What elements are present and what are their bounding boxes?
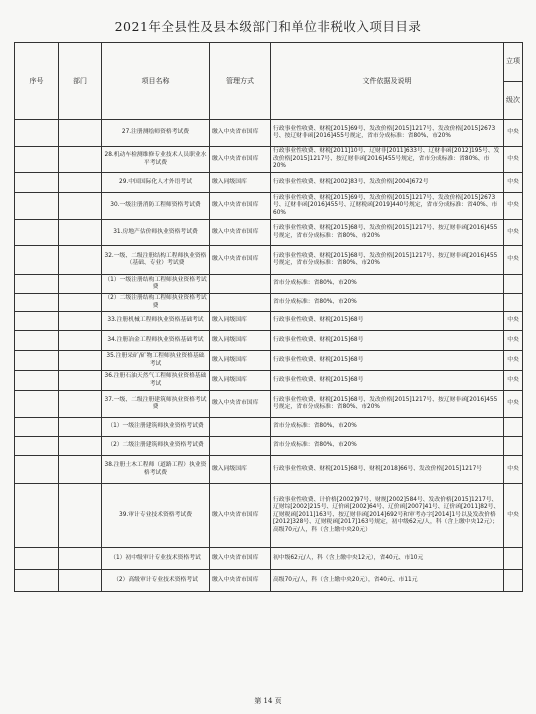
- level-cell: 中央: [504, 331, 523, 351]
- level-cell: 中央: [504, 193, 523, 220]
- mgmt-cell: 缴入中央省市国库: [210, 220, 271, 246]
- level-cell: 中央: [504, 351, 523, 371]
- basis-cell: 省市分成标准：省80%、市20%: [271, 418, 504, 437]
- level-cell: [504, 437, 523, 456]
- dept-cell: [59, 437, 102, 456]
- item-name-cell: 38.注册土木工程师（道路工程）执业资格考试费: [102, 456, 210, 484]
- table-row: [15, 193, 523, 220]
- mgmt-cell: 缴入中央省市国库: [210, 570, 271, 592]
- table-row: [15, 173, 523, 193]
- item-name-cell: 32.一级、二级注册结构工程师执业资格（基础、专业）考试费: [102, 246, 210, 275]
- item-name-cell: 34.注册冶金工程师执业资格基础考试: [102, 331, 210, 351]
- revenue-table: [14, 42, 523, 592]
- table-row: [15, 220, 523, 246]
- table-row: [15, 147, 523, 173]
- seq-cell: [15, 391, 59, 418]
- basis-cell: 行政事业性收费、财税[2015]68号: [271, 331, 504, 351]
- seq-cell: [15, 193, 59, 220]
- seq-cell: [15, 246, 59, 275]
- mgmt-cell: 缴入中央省市国库: [210, 246, 271, 275]
- table-row: [15, 548, 523, 570]
- seq-cell: [15, 418, 59, 437]
- table-row: [15, 120, 523, 147]
- seq-cell: [15, 312, 59, 331]
- mgmt-cell: 缴入同级国库: [210, 331, 271, 351]
- item-name-cell: （1）初中级审计专业技术资格考试: [102, 548, 210, 570]
- mgmt-cell: [210, 418, 271, 437]
- page-number: 第 14 页: [254, 697, 282, 705]
- basis-cell: 行政事业性收费、财税[2015]68号、发改价格[2015]1217号、按辽财非函[2016]455号规定，省市分成标准：省80%、市20%: [271, 391, 504, 418]
- item-name-cell: 28.机动车检测维修专业技术人员职业水平考试费: [102, 147, 210, 173]
- dept-cell: [59, 173, 102, 193]
- dept-cell: [59, 484, 102, 548]
- mgmt-cell: [210, 294, 271, 312]
- table-row: [15, 312, 523, 331]
- seq-cell: [15, 484, 59, 548]
- basis-cell: 行政事业性收费、财税[2015]68号: [271, 371, 504, 391]
- level-cell: 中央: [504, 312, 523, 331]
- level-cell: 中央: [504, 246, 523, 275]
- dept-cell: [59, 391, 102, 418]
- table-row: [15, 391, 523, 418]
- table-row: [15, 418, 523, 437]
- seq-cell: [15, 548, 59, 570]
- basis-cell: 行政事业性收费、财税[2015]68号、发改价格[2015]1217号、按辽财非函[2016]455号规定，省市分成标准：省80%、市20%: [271, 246, 504, 275]
- item-name-cell: 37.一级、二级注册建筑师执业资格考试费: [102, 391, 210, 418]
- basis-cell: 行政事业性收费、财税[2011]10号、辽财非[2011]633号、辽财非函[2012]195号、发改价格[2015]1217号、按辽财非函[2016]455号规定，省市分成标准：省80%、市20%: [271, 147, 504, 173]
- seq-cell: [15, 147, 59, 173]
- header-dept: 部门: [59, 43, 102, 120]
- seq-cell: [15, 294, 59, 312]
- level-cell: [504, 548, 523, 570]
- dept-cell: [59, 275, 102, 294]
- dept-cell: [59, 570, 102, 592]
- mgmt-cell: 缴入同级国库: [210, 456, 271, 484]
- dept-cell: [59, 120, 102, 147]
- table-row: [15, 275, 523, 294]
- level-cell: 中央: [504, 456, 523, 484]
- item-name-cell: 29.中国国际化人才外语考试: [102, 173, 210, 193]
- item-name-cell: （2）二级注册结构工程师执业资格考试费: [102, 294, 210, 312]
- mgmt-cell: 缴入中央省市国库: [210, 147, 271, 173]
- header-basis: 文件依据及说明: [271, 43, 504, 120]
- item-name-cell: （1）一级注册结构工程师执业资格考试费: [102, 275, 210, 294]
- basis-cell: 省市分成标准：省80%、市20%: [271, 294, 504, 312]
- seq-cell: [15, 275, 59, 294]
- dept-cell: [59, 548, 102, 570]
- table-row: [15, 371, 523, 391]
- table-row: [15, 351, 523, 371]
- table-row: [15, 484, 523, 548]
- header-seq: 序号: [15, 43, 59, 120]
- basis-cell: 行政事业性收费、财税[2015]68号: [271, 312, 504, 331]
- dept-cell: [59, 456, 102, 484]
- mgmt-cell: [210, 275, 271, 294]
- seq-cell: [15, 331, 59, 351]
- seq-cell: [15, 456, 59, 484]
- page-title: 2021年全县性及县本级部门和单位非税收入项目目录: [114, 19, 422, 34]
- mgmt-cell: 缴入同级国库: [210, 312, 271, 331]
- table-row: [15, 294, 523, 312]
- level-cell: [504, 294, 523, 312]
- seq-cell: [15, 120, 59, 147]
- level-cell: 中央: [504, 147, 523, 173]
- item-name-cell: 31.房地产估价师执业资格考试费: [102, 220, 210, 246]
- table-header-row: [15, 43, 523, 120]
- mgmt-cell: 缴入中央省市国库: [210, 391, 271, 418]
- level-cell: 中央: [504, 484, 523, 548]
- item-name-cell: （2）二级注册建筑师执业资格考试费: [102, 437, 210, 456]
- level-cell: 中央: [504, 173, 523, 193]
- item-name-cell: 39.审计专业技术资格考试费: [102, 484, 210, 548]
- header-item: 项目名称: [102, 43, 210, 120]
- basis-cell: 行政事业性收费、财税[2015]69号、发改价格[2015]1217号、发改价格[2015]2673号、按辽财非函[2016]455号规定，省市分成标准：省80%、市20%: [271, 120, 504, 147]
- basis-cell: 省市分成标准：省80%、市20%: [271, 275, 504, 294]
- seq-cell: [15, 371, 59, 391]
- item-name-cell: （2）高级审计专业技术资格考试: [102, 570, 210, 592]
- dept-cell: [59, 351, 102, 371]
- header-level-bottom: 级次: [504, 81, 522, 120]
- mgmt-cell: [210, 437, 271, 456]
- basis-cell: 行政事业性收费、财税[2002]83号、发改价格[2004]672号: [271, 173, 504, 193]
- mgmt-cell: 缴入同级国库: [210, 371, 271, 391]
- basis-cell: 初中级62元/人，科（含上缴中央12元），省40元、市10元: [271, 548, 504, 570]
- level-cell: [504, 570, 523, 592]
- item-name-cell: （1）一级注册建筑师执业资格考试费: [102, 418, 210, 437]
- dept-cell: [59, 294, 102, 312]
- basis-cell: 行政事业性收费、计价格[2002]97号、财规[2002]584号、发改价格[2015]1217号、辽财综[2002]215号、辽价函[2002]64号、辽价函[2007]41号、辽价函[2011]82号、辽财税函[2011]163号、按辽财非函[2014]692号和审考办字[2014]1号以及发改价格[2012]328号、辽财税函[2017]163号规定，初中级62元/人，科（含上缴中央12元）；高级70元/人，科（含上缴中央20元）: [271, 484, 504, 548]
- dept-cell: [59, 220, 102, 246]
- dept-cell: [59, 312, 102, 331]
- table-row: [15, 456, 523, 484]
- level-cell: [504, 275, 523, 294]
- table-row: [15, 246, 523, 275]
- level-cell: 中央: [504, 371, 523, 391]
- basis-cell: 行政事业性收费、财税[2015]68号、财税[2018]66号、发改价格[2015]1217号: [271, 456, 504, 484]
- mgmt-cell: 缴入中央省市国库: [210, 120, 271, 147]
- seq-cell: [15, 173, 59, 193]
- basis-cell: 行政事业性收费、财税[2015]68号、发改价格[2015]1217号、按辽财非函[2016]455号规定，省市分成标准：省80%、市20%: [271, 220, 504, 246]
- mgmt-cell: 缴入同级国库: [210, 173, 271, 193]
- basis-cell: 高级70元/人，科（含上缴中央20元），省40元、市11元: [271, 570, 504, 592]
- item-name-cell: 35.注册采矿/矿物工程师执业资格基础考试: [102, 351, 210, 371]
- dept-cell: [59, 371, 102, 391]
- mgmt-cell: 缴入中央省市国库: [210, 548, 271, 570]
- item-name-cell: 27.注册测绘师资格考试费: [102, 120, 210, 147]
- basis-cell: 行政事业性收费、财税[2015]69号、发改价格[2015]1217号、发改价格[2015]2673号、辽财非函[2016]455号、辽财税函[2019]440号规定，省市分成标准：省40%、市60%: [271, 193, 504, 220]
- dept-cell: [59, 147, 102, 173]
- seq-cell: [15, 437, 59, 456]
- header-level: [504, 43, 523, 120]
- item-name-cell: 30.一级注册消防工程师资格考试费: [102, 193, 210, 220]
- table-row: [15, 331, 523, 351]
- basis-cell: 省市分成标准：省80%、市20%: [271, 437, 504, 456]
- seq-cell: [15, 220, 59, 246]
- item-name-cell: 36.注册石油天然气工程师执业资格基础考试: [102, 371, 210, 391]
- level-cell: 中央: [504, 391, 523, 418]
- table-row: [15, 570, 523, 592]
- seq-cell: [15, 570, 59, 592]
- dept-cell: [59, 246, 102, 275]
- level-cell: [504, 418, 523, 437]
- dept-cell: [59, 193, 102, 220]
- header-mgmt: 管理方式: [210, 43, 271, 120]
- seq-cell: [15, 351, 59, 371]
- item-name-cell: 33.注册机械工程师执业资格基础考试: [102, 312, 210, 331]
- mgmt-cell: 缴入同级国库: [210, 351, 271, 371]
- mgmt-cell: 缴入中央省市国库: [210, 193, 271, 220]
- dept-cell: [59, 331, 102, 351]
- level-cell: 中央: [504, 120, 523, 147]
- table-row: [15, 437, 523, 456]
- dept-cell: [59, 418, 102, 437]
- level-cell: 中央: [504, 220, 523, 246]
- mgmt-cell: 缴入中央省市国库: [210, 484, 271, 548]
- header-level-top: 立项: [506, 57, 520, 66]
- basis-cell: 行政事业性收费、财税[2015]68号: [271, 351, 504, 371]
